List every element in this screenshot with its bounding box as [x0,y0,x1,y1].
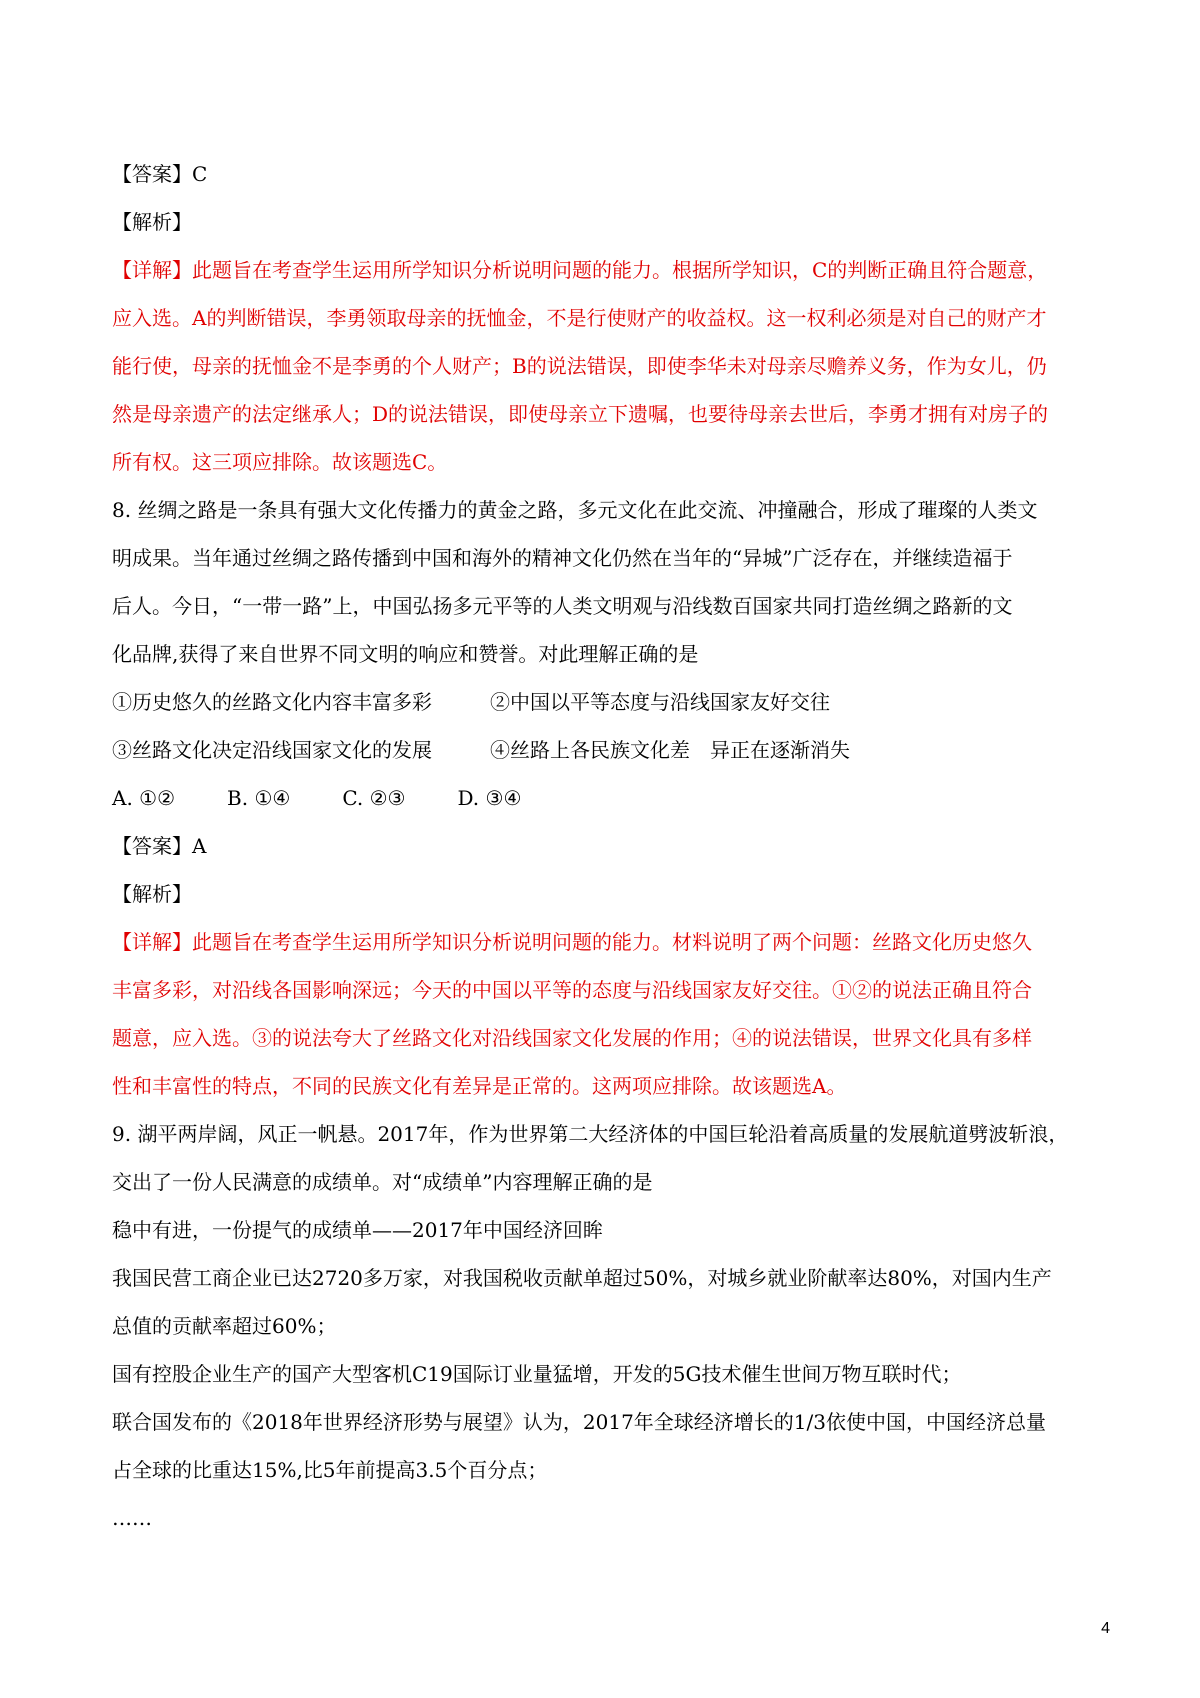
q8-analysis-label: 【解析】 [112,882,192,906]
q9-material-line: 联合国发布的《2018年世界经济形势与展望》认为，2017年全球经济增长的1/3依使中国，中国经济总量 [112,1410,1046,1434]
q7-detail-line: 能行使，母亲的抚恤金不是李勇的个人财产；B的说法错误，即使李华未对母亲尽赡养义务，作为女儿，仍 [112,354,1047,378]
q8-stem-line: 化品牌,获得了来自世界不同文明的响应和赞誉。对此理解正确的是 [112,642,699,666]
q8-options-row [112,726,1102,774]
q8-choice-d: D. ③④ [457,786,522,810]
q8-options-row [112,678,1102,726]
q7-detail-line: 然是母亲遗产的法定继承人；D的说法错误，即使母亲立下遗嘱，也要待母亲去世后，李勇才拥有对房子的 [112,402,1049,426]
q8-choice-b: B. ①④ [227,786,291,810]
q8-answer-value: A [192,834,207,858]
q7-answer [112,150,1102,198]
page-number: 4 [1101,1620,1110,1637]
q8-choice-c: C. ②③ [342,786,406,810]
q8-choice-a: A. ①② [112,786,176,810]
q7-analysis-label: 【解析】 [112,210,192,234]
q9-ellipsis: …… [112,1506,152,1530]
page-content [112,150,1102,1542]
q8-detail-line: 丰富多彩，对沿线各国影响深远；今天的中国以平等的态度与沿线国家友好交往。①②的说法正确且符合 [112,978,1032,1002]
q7-answer-label: 【答案】 [112,162,192,186]
q8-option-1: ①历史悠久的丝路文化内容丰富多彩 [112,690,432,714]
q8-option-4: ④丝路上各民族文化差 异正在逐渐消失 [490,738,850,762]
q7-answer-value: C [192,162,208,186]
q8-detail-line: 题意，应入选。③的说法夸大了丝路文化对沿线国家文化发展的作用；④的说法错误，世界文化具有多样 [112,1026,1032,1050]
q8-detail-line: 【详解】此题旨在考查学生运用所学知识分析说明问题的能力。材料说明了两个问题：丝路文化历史悠久 [112,930,1032,954]
q9-material-line: 占全球的比重达15%,比5年前提高3.5个百分点； [112,1458,548,1482]
q7-detail-line: 应入选。A的判断错误，李勇领取母亲的抚恤金，不是行使财产的收益权。这一权利必须是对自己的财产才 [112,306,1047,330]
q9-material-line: 我国民营工商企业已达2720多万家，对我国税收贡献单超过50%，对城乡就业阶献率达80%，对国内生产 [112,1266,1052,1290]
q8-stem-line: 8. 丝绸之路是一条具有强大文化传播力的黄金之路，多元文化在此交流、冲撞融合，形成了璀璨的人类文 [112,498,1038,522]
q9-material-line: 总值的贡献率超过60%； [112,1314,337,1338]
q8-detail-line: 性和丰富性的特点，不同的民族文化有差异是正常的。这两项应排除。故该题选A。 [112,1074,847,1098]
q8-stem-line: 明成果。当年通过丝绸之路传播到中国和海外的精神文化仍然在当年的“异城”广泛存在，并继续造福于 [112,546,1013,570]
q8-answer [112,822,1102,870]
q9-material-line: 国有控股企业生产的国产大型客机C19国际订业量猛增，开发的5G技术催生世间万物互联时代； [112,1362,962,1386]
q8-choices [112,774,1102,822]
q8-option-3: ③丝路文化决定沿线国家文化的发展 [112,738,432,762]
q9-stem-line: 9. 湖平两岸阔，风正一帆悬。2017年，作为世界第二大经济体的中国巨轮沿着高质量的发展航道劈波斩浪， [112,1122,1069,1146]
q9-material-title: 稳中有进，一份提气的成绩单——2017年中国经济回眸 [112,1218,603,1242]
q8-stem-line: 后人。今日，“一带一路”上，中国弘扬多元平等的人类文明观与沿线数百国家共同打造丝绸之路新的文 [112,594,1013,618]
q8-option-2: ②中国以平等态度与沿线国家友好交往 [490,690,830,714]
q7-detail-line: 【详解】此题旨在考查学生运用所学知识分析说明问题的能力。根据所学知识，C的判断正确且符合题意， [112,258,1048,282]
q8-answer-label: 【答案】 [112,834,192,858]
q9-stem-line: 交出了一份人民满意的成绩单。对“成绩单”内容理解正确的是 [112,1170,653,1194]
q7-detail-line: 所有权。这三项应排除。故该题选C。 [112,450,448,474]
